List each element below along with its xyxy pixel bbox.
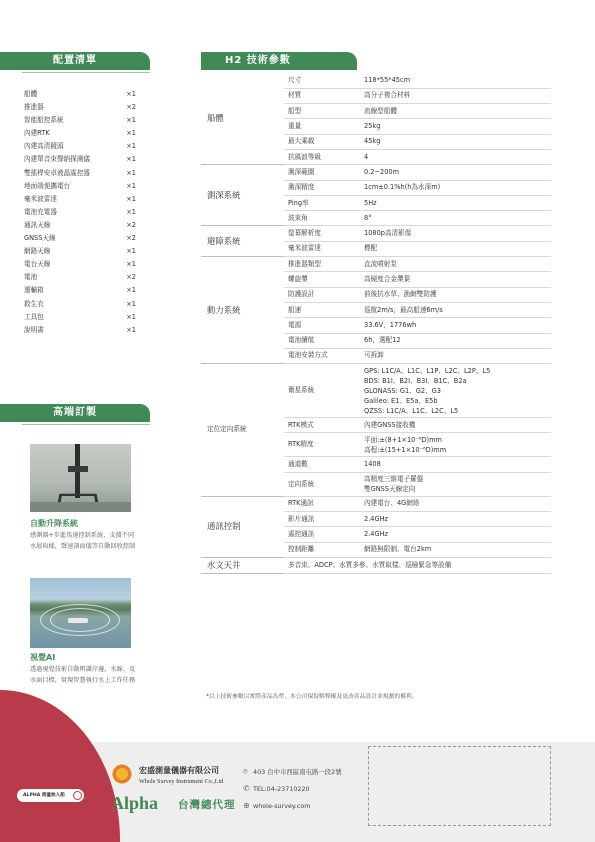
spec-value: 高分子複合材料	[360, 88, 551, 103]
config-item	[24, 88, 136, 101]
spec-value-line: 雙GNSS天線定向	[364, 485, 416, 494]
spec-category: 船體	[201, 73, 284, 165]
spec-label: 定向系統	[284, 472, 360, 496]
config-item-name: 船體	[24, 90, 38, 98]
spec-value-line: GPS: L1C/A、L1C、L1P、L2C、L2P、L5	[364, 366, 491, 375]
spec-label: 重量	[284, 119, 360, 134]
spec-label: RTK精度	[284, 433, 360, 457]
config-item-qty: ×1	[126, 299, 136, 308]
spec-row	[201, 73, 551, 88]
footnote: *以上技術參數以實際產品為準，本公司保留解釋權及更改產品設計並規劃的權利。	[206, 694, 418, 700]
spec-label: 船型	[284, 104, 360, 119]
config-item-name: 救生衣	[24, 299, 44, 308]
telephone-text: TEL:04-23710220	[253, 785, 310, 793]
product-badge	[17, 789, 84, 802]
config-item-qty: ×1	[126, 116, 136, 125]
spec-row	[201, 165, 551, 180]
spec-value-line: GLONASS: G1、G2、G3	[364, 386, 441, 395]
spec-value: 標配	[360, 241, 551, 256]
config-item	[24, 127, 136, 140]
config-item-name: 毫米波雷達	[24, 194, 57, 203]
config-list-header: 配置清單	[0, 52, 150, 70]
vision-ai-photo	[30, 578, 131, 648]
spec-value: 可拆卸	[360, 348, 551, 363]
spec-value: 巡航2m/s，最高船速6m/s	[360, 302, 551, 317]
spec-category: 測深系統	[201, 165, 284, 226]
spec-value: 前後抗水草、漁網雙防護	[360, 287, 551, 302]
spec-row	[201, 364, 551, 418]
spec-value: 內建電台、4G網絡	[360, 496, 551, 511]
config-item	[24, 206, 136, 219]
spec-value-line: 高程:±(15+1×10⁻⁶D)mm	[364, 445, 447, 454]
config-item	[24, 114, 136, 127]
spec-category: 水文天井	[201, 557, 284, 573]
config-item-name: 說明書	[24, 325, 44, 334]
config-item-qty: ×1	[126, 286, 136, 295]
spec-label: RTK通訊	[284, 496, 360, 511]
config-item-qty: ×2	[126, 220, 136, 229]
spec-value: 1408	[360, 457, 551, 472]
spec-value: 8°	[360, 211, 551, 226]
spec-label: 船速	[284, 302, 360, 317]
spec-value-line: Galileo: E1、E5a、E5b	[364, 396, 438, 405]
spec-category: 定位定向系統	[201, 364, 284, 497]
spec-value: 5Hz	[360, 195, 551, 210]
spec-label: 控制距離	[284, 542, 360, 557]
spec-value: 4	[360, 149, 551, 164]
spec-value-line: 高精度三維電子羅盤	[364, 475, 424, 484]
decorative-wedge	[0, 690, 120, 842]
custom-header: 高端訂製	[0, 404, 150, 422]
spec-label: 材質	[284, 88, 360, 103]
telephone	[243, 784, 310, 793]
spec-label: 毫米波雷達	[284, 241, 360, 256]
spec-category: 動力系統	[201, 257, 284, 364]
spec-label: 遙控通訊	[284, 527, 360, 542]
spec-label: 測深範圍	[284, 165, 360, 180]
config-item-name: 智能船控系統	[24, 116, 64, 125]
config-item	[24, 153, 136, 166]
config-item-name: 內建RTK	[24, 129, 50, 138]
config-item-name: 推進器	[24, 103, 44, 112]
spec-value: 45kg	[360, 134, 551, 149]
spec-category: 通訊控制	[201, 496, 284, 557]
config-item	[24, 140, 136, 153]
spec-value: 多音束、ADCP、水質多參、水質取樣、巡檢緊急等設備	[284, 557, 551, 573]
spec-value: 6h，選配12	[360, 333, 551, 348]
location-pin-icon: ⌾	[243, 767, 248, 776]
config-item-name: 地面端便攜電台	[24, 181, 71, 190]
config-item-qty: ×1	[126, 247, 136, 256]
config-item-name: 電池充電器	[24, 207, 57, 216]
feature-description: 透過視覺技術自動辨識岸邊、水線、及水面目標，實現智慧執行水上工作任務	[30, 666, 136, 684]
company-english-name: Whole Survey Instrument Co.,Ltd	[139, 778, 224, 785]
spec-label: 電池安裝方式	[284, 348, 360, 363]
config-item	[24, 284, 136, 297]
config-item-qty: ×2	[126, 234, 136, 243]
lift-system-photo	[30, 444, 131, 512]
config-item	[24, 245, 136, 258]
spec-row	[201, 557, 551, 573]
config-item	[24, 271, 136, 284]
config-item-name: 電台天線	[24, 260, 51, 269]
spec-value: 內建GNSS接收機	[360, 418, 551, 433]
spec-label: 波束角	[284, 211, 360, 226]
spec-category: 避障系統	[201, 226, 284, 257]
config-item-qty: ×1	[126, 168, 136, 177]
spec-value-line: 平面:±(8+1×10⁻⁶D)mm	[364, 435, 442, 444]
company-logo-icon	[110, 762, 134, 786]
address	[243, 767, 342, 777]
search-icon	[73, 791, 82, 800]
address-text: 403 台中市西區南屯路一段2號	[253, 768, 342, 776]
config-item-name: 電池	[24, 273, 38, 282]
config-item-name: 網路天線	[24, 247, 51, 256]
brand-logo: Alpha	[111, 793, 159, 813]
spec-value-line: BDS: B1I、B2I、B3I、B1C、B2a	[364, 376, 467, 385]
spec-value: 直流噴射泵	[360, 257, 551, 272]
config-item-name: GNSS天線	[24, 234, 56, 243]
spec-label: Ping率	[284, 195, 360, 210]
config-item	[24, 180, 136, 193]
spec-value	[360, 472, 551, 496]
spec-label: 電池續航	[284, 333, 360, 348]
config-item-name: 通訊天線	[24, 220, 51, 229]
config-item-qty: ×1	[126, 260, 136, 269]
feature-title: 自動升降系統	[30, 519, 78, 528]
globe-icon: ⊕	[243, 801, 250, 810]
feature-title: 視覺AI	[30, 653, 56, 662]
spec-label: 尺寸	[284, 73, 360, 88]
config-item	[24, 193, 136, 206]
spec-header: H2 技術參數	[201, 52, 357, 70]
config-item	[24, 311, 136, 324]
spec-label: 螺旋槳	[284, 272, 360, 287]
spec-value: 1cm±0.1%h(h為水深m)	[360, 180, 551, 195]
website-text[interactable]: whole-survey.com	[253, 802, 311, 810]
config-item-name: 工具包	[24, 312, 44, 321]
badge-label: ALPHA 測量無人船	[23, 793, 65, 798]
config-item-qty: ×1	[126, 207, 136, 216]
spec-value: 網路無限制、電台2km	[360, 542, 551, 557]
company-name: 宏盛測量儀器有限公司	[139, 766, 219, 775]
config-item-qty: ×1	[126, 129, 136, 138]
spec-value: 2.4GHz	[360, 512, 551, 527]
config-item	[24, 298, 136, 311]
spec-value: 118*55*45cm	[360, 73, 551, 88]
config-item-qty: ×2	[126, 103, 136, 112]
dealer-stamp-box	[368, 746, 551, 826]
config-item	[24, 324, 136, 337]
config-item-qty: ×1	[126, 312, 136, 321]
spec-value: 25kg	[360, 119, 551, 134]
config-item	[24, 219, 136, 232]
spec-label: 最大乘載	[284, 134, 360, 149]
spec-label: 影片通訊	[284, 512, 360, 527]
spec-label: 防護設計	[284, 287, 360, 302]
config-item-name: 雙搖桿安卓液晶遙控器	[24, 168, 90, 177]
spec-label: 衛星系統	[284, 364, 360, 418]
spec-row	[201, 226, 551, 241]
website[interactable]	[243, 801, 310, 810]
spec-value: 2.4GHz	[360, 527, 551, 542]
config-item-qty: ×1	[126, 194, 136, 203]
config-item-qty: ×2	[126, 273, 136, 282]
config-item-qty: ×1	[126, 90, 136, 98]
spec-value	[360, 364, 551, 418]
config-item	[24, 258, 136, 271]
spec-label: 螢幕解析度	[284, 226, 360, 241]
spec-row	[201, 496, 551, 511]
config-item	[24, 232, 136, 245]
spec-label: 通道數	[284, 457, 360, 472]
spec-value: 流線型船體	[360, 104, 551, 119]
agent-title: 台灣總代理	[178, 799, 236, 811]
spec-label: RTK模式	[284, 418, 360, 433]
config-item	[24, 101, 136, 114]
spec-label: 抗風浪等級	[284, 149, 360, 164]
config-list	[24, 88, 136, 337]
config-item-qty: ×1	[126, 181, 136, 190]
config-item-name: 內建單音束聲納探測儀	[24, 155, 90, 164]
config-item-qty: ×1	[126, 325, 136, 334]
config-item-name: 內建高清鏡頭	[24, 142, 64, 151]
spec-value: 33.6V，1776wh	[360, 318, 551, 333]
config-item-qty: ×1	[126, 142, 136, 151]
spec-row	[201, 257, 551, 272]
spec-value-line: QZSS: L1C/A、L1C、L2C、L5	[364, 406, 459, 415]
spec-table	[201, 73, 551, 574]
spec-value: 高硬度合金槳葉	[360, 272, 551, 287]
phone-icon: ✆	[243, 784, 250, 793]
spec-value	[360, 433, 551, 457]
spec-label: 推進器類型	[284, 257, 360, 272]
config-item-name: 運輸箱	[24, 286, 44, 295]
config-item	[24, 167, 136, 180]
spec-label: 電源	[284, 318, 360, 333]
config-item-qty: ×1	[126, 155, 136, 164]
spec-label: 測深精度	[284, 180, 360, 195]
feature-description: 感測器+步進馬達控制系統，支援不同水層取樣，聲速剖面儀等自動回收控制	[30, 532, 136, 550]
spec-value: 0.2~200m	[360, 165, 551, 180]
spec-value: 1080p高清影像	[360, 226, 551, 241]
